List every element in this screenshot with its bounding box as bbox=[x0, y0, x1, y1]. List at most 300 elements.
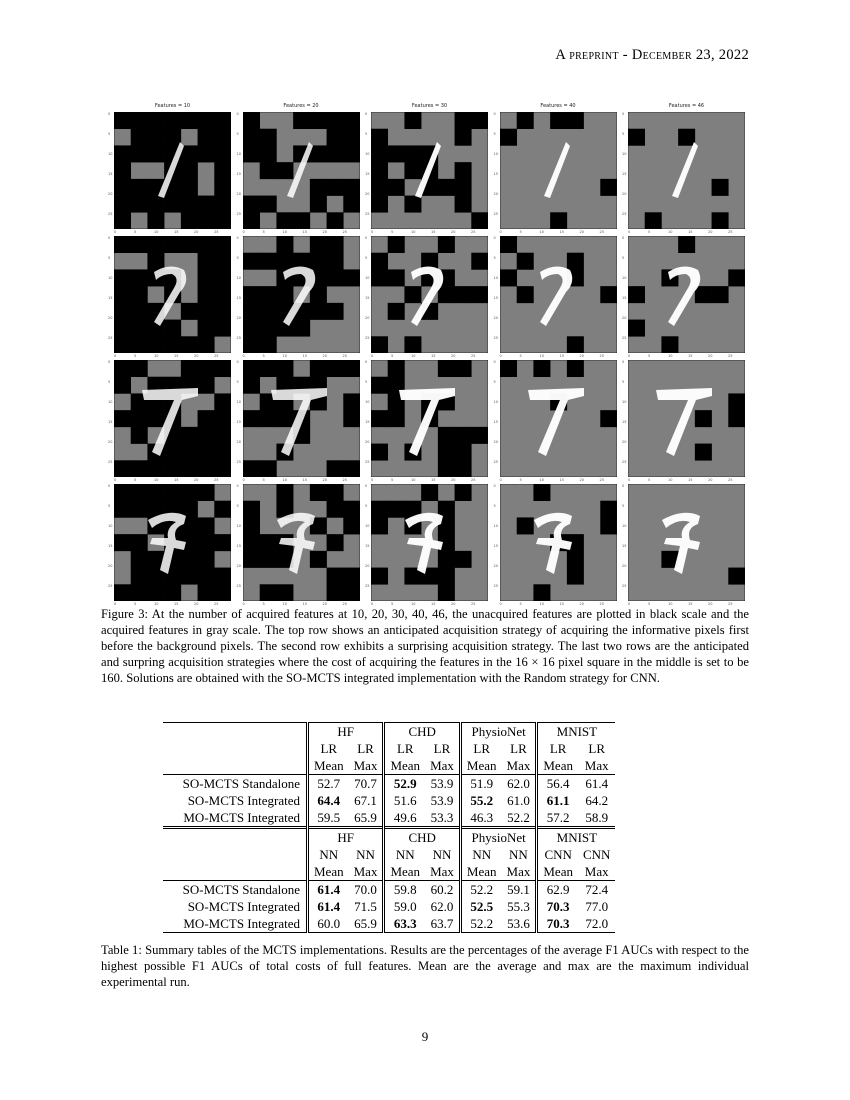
panel-r1-c5 bbox=[622, 103, 745, 234]
x-tick-label: 20 bbox=[194, 354, 199, 358]
figure-caption-text: At the number of acquired features at 10, 20, 30, 40, 46, the unacquired features are plotted in black scale and the acquired features in gray scale. The top row shows an anticipated acquisition strategy of acquiring the informative pixels first before the background pixels. The second row exhibits a surprising acquisition strategy. The last two rows are the anticipated and surpring acquisition strategies where the cost of acquiring the features in the 16 × 16 pixel square in the middle is set to be 160. Solutions are obtained with the SO-MCTS integrated implementation with the Random strategy for CNN. bbox=[101, 607, 750, 685]
y-ticks bbox=[365, 112, 370, 229]
sub-header: Mean bbox=[314, 757, 344, 773]
table-caption-text: Summary tables of the MCTS implementations. Results are the percentages of the average F1 AUCs with respect to the highest possible F1 AUCs of total costs of full features. Mean are the average and max are the maximum individual experimental run. bbox=[101, 943, 749, 989]
y-tick-label: 25 bbox=[365, 460, 370, 464]
x-tick-label: 5 bbox=[134, 230, 137, 234]
x-tick-label: 5 bbox=[134, 478, 137, 482]
sub-header: Mean bbox=[466, 757, 497, 773]
y-ticks bbox=[237, 360, 242, 477]
x-tick-label: 5 bbox=[519, 478, 522, 482]
y-tick-label: 0 bbox=[236, 484, 239, 488]
x-tick-label: 10 bbox=[668, 230, 673, 234]
y-tick-label: 15 bbox=[108, 296, 113, 300]
panel-image bbox=[243, 484, 360, 601]
sub-header: Max bbox=[430, 863, 454, 879]
y-tick-label: 15 bbox=[493, 296, 498, 300]
y-tick-label: 25 bbox=[622, 336, 627, 340]
y-tick-label: 0 bbox=[622, 484, 625, 488]
value-cell: 62.0 bbox=[430, 898, 454, 914]
x-tick-label: 25 bbox=[471, 354, 476, 358]
x-tick-label: 10 bbox=[282, 354, 287, 358]
value-cell: 60.2 bbox=[425, 881, 460, 899]
y-tick-label: 5 bbox=[365, 504, 368, 508]
x-tick-label: 0 bbox=[628, 478, 631, 482]
y-tick-label: 15 bbox=[622, 172, 627, 176]
x-tick-label: 0 bbox=[242, 354, 245, 358]
x-tick-label: 20 bbox=[194, 478, 199, 482]
y-tick-label: 0 bbox=[493, 236, 496, 240]
y-tick-label: 10 bbox=[365, 152, 370, 156]
x-tick-label: 10 bbox=[411, 230, 416, 234]
x-tick-label: 15 bbox=[174, 478, 179, 482]
value-cell: 60.0 bbox=[309, 915, 349, 933]
y-tick-label: 5 bbox=[365, 256, 368, 260]
x-tick-label: 10 bbox=[411, 478, 416, 482]
x-tick-label: 0 bbox=[499, 478, 502, 482]
x-tick-label: 0 bbox=[628, 230, 631, 234]
panel-title: Features = 30 bbox=[411, 103, 448, 109]
panel-image bbox=[371, 360, 488, 477]
y-tick-label: 25 bbox=[493, 336, 498, 340]
sub-header: Max bbox=[430, 757, 454, 773]
panel-image bbox=[371, 484, 488, 601]
panel-image bbox=[114, 360, 231, 477]
y-ticks bbox=[494, 360, 499, 477]
x-tick-label: 0 bbox=[114, 602, 117, 606]
y-tick-label: 25 bbox=[365, 212, 370, 216]
x-tick-label: 25 bbox=[728, 230, 733, 234]
panel-image bbox=[628, 236, 745, 353]
value-cell: 53.3 bbox=[430, 809, 454, 825]
y-tick-label: 10 bbox=[236, 152, 241, 156]
x-ticks bbox=[628, 478, 745, 483]
x-tick-label: 5 bbox=[262, 230, 265, 234]
sub-header: LR bbox=[357, 740, 374, 756]
x-tick-label: 25 bbox=[342, 230, 347, 234]
group-header: CHD bbox=[385, 828, 460, 847]
x-tick-label: 20 bbox=[708, 230, 713, 234]
y-tick-label: 10 bbox=[365, 524, 370, 528]
x-tick-label: 5 bbox=[134, 354, 137, 358]
value-cell: 65.9 bbox=[349, 915, 384, 933]
y-tick-label: 0 bbox=[108, 236, 111, 240]
sub-header: Mean bbox=[543, 757, 573, 773]
table-row bbox=[163, 881, 615, 899]
x-tick-label: 20 bbox=[451, 354, 456, 358]
x-tick-label: 20 bbox=[708, 478, 713, 482]
x-tick-label: 25 bbox=[342, 602, 347, 606]
y-tick-label: 25 bbox=[108, 212, 113, 216]
y-tick-label: 15 bbox=[365, 544, 370, 548]
y-ticks bbox=[237, 112, 242, 229]
x-tick-label: 10 bbox=[411, 602, 416, 606]
x-tick-label: 10 bbox=[668, 354, 673, 358]
x-tick-label: 5 bbox=[648, 230, 651, 234]
sub-header: CNN bbox=[582, 846, 611, 862]
x-ticks bbox=[114, 354, 231, 359]
value-cell: 51.6 bbox=[393, 792, 417, 808]
x-tick-label: 20 bbox=[708, 602, 713, 606]
y-tick-label: 20 bbox=[493, 192, 498, 196]
x-tick-label: 15 bbox=[559, 354, 564, 358]
x-tick-label: 20 bbox=[194, 602, 199, 606]
y-tick-label: 0 bbox=[236, 236, 239, 240]
panel-r2-c2 bbox=[236, 236, 360, 358]
x-tick-label: 25 bbox=[599, 478, 604, 482]
value-cell: 70.3 bbox=[546, 898, 570, 914]
x-tick-label: 10 bbox=[154, 354, 159, 358]
y-tick-label: 25 bbox=[108, 460, 113, 464]
x-tick-label: 15 bbox=[688, 230, 693, 234]
y-tick-label: 0 bbox=[365, 360, 368, 364]
y-tick-label: 20 bbox=[108, 316, 113, 320]
x-tick-label: 0 bbox=[242, 478, 245, 482]
value-cell: 53.9 bbox=[425, 775, 460, 793]
stat-header-row bbox=[163, 757, 615, 775]
value-cell: 61.1 bbox=[546, 792, 570, 808]
sub-header: Max bbox=[506, 863, 531, 879]
value-cell: 62.9 bbox=[538, 881, 578, 899]
x-tick-label: 20 bbox=[451, 602, 456, 606]
x-tick-label: 10 bbox=[539, 230, 544, 234]
panel-r3-c5 bbox=[622, 360, 745, 482]
value-cell: 53.6 bbox=[502, 915, 537, 933]
panel-image bbox=[114, 236, 231, 353]
x-tick-label: 25 bbox=[728, 354, 733, 358]
value-cell: 55.2 bbox=[470, 792, 494, 808]
x-tick-label: 25 bbox=[728, 602, 733, 606]
x-tick-label: 15 bbox=[688, 602, 693, 606]
panel-image bbox=[243, 236, 360, 353]
sub-header: Mean bbox=[314, 863, 344, 879]
y-tick-label: 25 bbox=[236, 460, 241, 464]
y-tick-label: 5 bbox=[493, 380, 496, 384]
model-header-row bbox=[163, 846, 615, 863]
y-tick-label: 10 bbox=[493, 524, 498, 528]
y-ticks bbox=[622, 484, 627, 601]
value-cell: 52.5 bbox=[470, 898, 494, 914]
value-cell: 63.7 bbox=[425, 915, 460, 933]
y-tick-label: 20 bbox=[236, 316, 241, 320]
panel-r2-c3 bbox=[365, 236, 488, 358]
value-cell: 59.1 bbox=[502, 881, 537, 899]
x-tick-label: 10 bbox=[282, 230, 287, 234]
x-tick-label: 5 bbox=[134, 602, 137, 606]
y-tick-label: 20 bbox=[622, 440, 627, 444]
x-tick-label: 25 bbox=[342, 478, 347, 482]
y-tick-label: 0 bbox=[108, 484, 111, 488]
x-tick-label: 5 bbox=[391, 230, 394, 234]
y-tick-label: 20 bbox=[236, 192, 241, 196]
y-ticks bbox=[494, 236, 499, 353]
x-tick-label: 15 bbox=[688, 354, 693, 358]
y-tick-label: 0 bbox=[365, 236, 368, 240]
y-tick-label: 15 bbox=[493, 172, 498, 176]
y-tick-label: 10 bbox=[236, 524, 241, 528]
y-tick-label: 10 bbox=[108, 276, 113, 280]
y-tick-label: 5 bbox=[493, 256, 496, 260]
x-tick-label: 10 bbox=[154, 602, 159, 606]
y-ticks bbox=[622, 236, 627, 353]
value-cell: 55.3 bbox=[507, 898, 530, 914]
y-tick-label: 10 bbox=[493, 152, 498, 156]
y-tick-label: 5 bbox=[236, 504, 239, 508]
x-tick-label: 5 bbox=[519, 602, 522, 606]
y-tick-label: 0 bbox=[622, 360, 625, 364]
value-cell: 77.0 bbox=[585, 898, 609, 914]
y-tick-label: 20 bbox=[365, 192, 370, 196]
y-tick-label: 0 bbox=[622, 236, 625, 240]
row-label: MO-MCTS Integrated bbox=[183, 809, 300, 825]
y-tick-label: 15 bbox=[108, 172, 113, 176]
sub-header: LR bbox=[588, 740, 605, 756]
y-tick-label: 25 bbox=[493, 460, 498, 464]
value-cell: 61.0 bbox=[507, 792, 530, 808]
table-caption-label: Table 1: bbox=[101, 943, 142, 957]
sub-header: NN bbox=[432, 846, 452, 862]
panel-r4-c3 bbox=[365, 484, 488, 606]
y-tick-label: 0 bbox=[236, 360, 239, 364]
sub-header: NN bbox=[356, 846, 375, 862]
y-tick-label: 20 bbox=[493, 564, 498, 568]
value-cell: 52.7 bbox=[309, 775, 349, 793]
y-tick-label: 20 bbox=[622, 564, 627, 568]
figure-3-grid bbox=[108, 102, 746, 606]
sub-header: Max bbox=[506, 757, 531, 773]
summary-table bbox=[163, 722, 615, 933]
y-ticks bbox=[237, 236, 242, 353]
x-tick-label: 5 bbox=[519, 230, 522, 234]
x-tick-label: 15 bbox=[302, 478, 307, 482]
x-tick-label: 10 bbox=[154, 478, 159, 482]
y-tick-label: 20 bbox=[108, 564, 113, 568]
x-tick-label: 25 bbox=[214, 478, 219, 482]
sub-header: Mean bbox=[543, 863, 573, 879]
value-cell: 62.0 bbox=[502, 775, 537, 793]
y-tick-label: 10 bbox=[365, 400, 370, 404]
y-tick-label: 25 bbox=[108, 336, 113, 340]
row-label-cell bbox=[163, 828, 308, 847]
value-cell: 61.4 bbox=[317, 898, 341, 914]
y-tick-label: 15 bbox=[622, 296, 627, 300]
x-tick-label: 20 bbox=[451, 478, 456, 482]
x-tick-label: 5 bbox=[262, 354, 265, 358]
panel-r1-c1 bbox=[108, 103, 231, 234]
y-tick-label: 5 bbox=[622, 380, 625, 384]
y-tick-label: 25 bbox=[622, 584, 627, 588]
x-tick-label: 15 bbox=[302, 230, 307, 234]
y-tick-label: 5 bbox=[365, 132, 368, 136]
page-number: 9 bbox=[421, 1029, 429, 1044]
y-ticks bbox=[365, 484, 370, 601]
value-cell: 71.5 bbox=[354, 898, 377, 914]
y-ticks bbox=[622, 360, 627, 477]
y-tick-label: 20 bbox=[493, 316, 498, 320]
x-tick-label: 10 bbox=[539, 354, 544, 358]
sub-header: Max bbox=[353, 757, 378, 773]
panel-r4-c4 bbox=[493, 484, 617, 606]
y-tick-label: 5 bbox=[493, 132, 496, 136]
x-tick-label: 0 bbox=[114, 230, 117, 234]
sub-header: Max bbox=[584, 757, 609, 773]
y-tick-label: 20 bbox=[108, 192, 113, 196]
value-cell: 52.2 bbox=[507, 809, 530, 825]
sub-header: CNN bbox=[544, 846, 572, 862]
x-ticks bbox=[500, 354, 617, 359]
y-tick-label: 15 bbox=[365, 172, 370, 176]
x-tick-label: 10 bbox=[154, 230, 159, 234]
x-tick-label: 10 bbox=[282, 602, 287, 606]
y-ticks bbox=[365, 360, 370, 477]
x-tick-label: 20 bbox=[322, 230, 327, 234]
panel-image bbox=[243, 360, 360, 477]
y-tick-label: 25 bbox=[365, 584, 370, 588]
group-header: MNIST bbox=[538, 828, 615, 847]
group-header: CHD bbox=[385, 723, 460, 741]
value-cell: 65.9 bbox=[354, 809, 377, 825]
y-tick-label: 10 bbox=[108, 524, 113, 528]
x-tick-label: 0 bbox=[499, 354, 502, 358]
x-tick-label: 15 bbox=[559, 602, 564, 606]
y-ticks bbox=[237, 484, 242, 601]
value-cell: 52.2 bbox=[462, 881, 502, 899]
y-tick-label: 0 bbox=[365, 112, 368, 116]
y-tick-label: 10 bbox=[622, 276, 627, 280]
y-tick-label: 5 bbox=[622, 504, 625, 508]
y-tick-label: 25 bbox=[493, 584, 498, 588]
stat-header-row bbox=[163, 863, 615, 881]
panel-title: Features = 46 bbox=[668, 103, 705, 109]
panel-r3-c4 bbox=[493, 360, 617, 482]
panel-r1-c2 bbox=[236, 103, 360, 234]
x-tick-label: 15 bbox=[174, 230, 179, 234]
sub-header: LR bbox=[510, 740, 527, 756]
x-tick-label: 20 bbox=[194, 230, 199, 234]
x-tick-label: 0 bbox=[114, 354, 117, 358]
y-tick-label: 25 bbox=[622, 212, 627, 216]
y-tick-label: 20 bbox=[108, 440, 113, 444]
y-tick-label: 10 bbox=[493, 400, 498, 404]
y-tick-label: 10 bbox=[108, 152, 113, 156]
y-tick-label: 5 bbox=[365, 380, 368, 384]
y-tick-label: 20 bbox=[365, 564, 370, 568]
y-tick-label: 0 bbox=[108, 112, 111, 116]
row-label: SO-MCTS Integrated bbox=[187, 792, 300, 808]
x-tick-label: 25 bbox=[471, 230, 476, 234]
panel-title: Features = 20 bbox=[283, 103, 319, 109]
row-label-cell bbox=[163, 863, 308, 881]
row-label: MO-MCTS Integrated bbox=[163, 915, 308, 933]
x-tick-label: 25 bbox=[471, 478, 476, 482]
group-header-row bbox=[163, 723, 615, 741]
panel-image bbox=[371, 236, 488, 353]
panel-r3-c1 bbox=[108, 360, 231, 482]
sub-header: Mean bbox=[390, 863, 421, 879]
y-tick-label: 25 bbox=[622, 460, 627, 464]
sub-header: Max bbox=[584, 863, 609, 879]
x-tick-label: 0 bbox=[371, 354, 374, 358]
x-ticks bbox=[628, 230, 745, 235]
x-tick-label: 5 bbox=[648, 354, 651, 358]
sub-header: NN bbox=[472, 846, 492, 862]
x-tick-label: 20 bbox=[322, 354, 327, 358]
x-tick-label: 20 bbox=[579, 478, 584, 482]
value-cell: 59.0 bbox=[393, 898, 417, 914]
x-tick-label: 5 bbox=[262, 478, 265, 482]
panel-image bbox=[114, 112, 231, 229]
sub-header: LR bbox=[320, 740, 338, 756]
panel-r2-c5 bbox=[622, 236, 745, 358]
x-tick-label: 25 bbox=[342, 354, 347, 358]
value-cell: 63.3 bbox=[385, 915, 425, 933]
y-tick-label: 15 bbox=[108, 544, 113, 548]
x-tick-label: 5 bbox=[519, 354, 522, 358]
panel-r1-c3 bbox=[365, 103, 488, 234]
y-tick-label: 0 bbox=[622, 112, 625, 116]
x-ticks bbox=[628, 354, 745, 359]
panel-r1-c4 bbox=[493, 103, 617, 234]
x-tick-label: 25 bbox=[214, 602, 219, 606]
y-tick-label: 10 bbox=[365, 276, 370, 280]
panel-image bbox=[628, 360, 745, 477]
x-tick-label: 15 bbox=[559, 230, 564, 234]
y-tick-label: 20 bbox=[622, 316, 627, 320]
y-tick-label: 10 bbox=[622, 400, 627, 404]
y-tick-label: 10 bbox=[236, 276, 241, 280]
x-tick-label: 10 bbox=[411, 354, 416, 358]
x-tick-label: 15 bbox=[431, 602, 436, 606]
row-label: SO-MCTS Integrated bbox=[187, 898, 300, 914]
y-tick-label: 5 bbox=[108, 132, 111, 136]
y-ticks bbox=[108, 236, 113, 353]
row-label-cell bbox=[163, 757, 308, 775]
x-tick-label: 0 bbox=[628, 602, 631, 606]
y-tick-label: 10 bbox=[108, 400, 113, 404]
y-tick-label: 20 bbox=[622, 192, 627, 196]
sub-header: Max bbox=[353, 863, 378, 879]
x-tick-label: 25 bbox=[214, 230, 219, 234]
x-tick-label: 20 bbox=[579, 354, 584, 358]
y-ticks bbox=[494, 484, 499, 601]
y-ticks bbox=[108, 112, 113, 229]
x-tick-label: 5 bbox=[391, 354, 394, 358]
group-header: PhysioNet bbox=[462, 723, 537, 741]
panel-title: Features = 40 bbox=[540, 103, 576, 109]
x-ticks bbox=[114, 478, 231, 483]
row-label: SO-MCTS Standalone bbox=[163, 775, 308, 793]
value-cell: 52.9 bbox=[385, 775, 425, 793]
running-header-text: A preprint - December 23, 2022 bbox=[555, 47, 749, 63]
group-header: HF bbox=[309, 723, 384, 741]
x-tick-label: 20 bbox=[708, 354, 713, 358]
x-tick-label: 15 bbox=[174, 602, 179, 606]
y-tick-label: 0 bbox=[236, 112, 239, 116]
row-label-cell bbox=[163, 846, 308, 863]
y-tick-label: 25 bbox=[108, 584, 113, 588]
y-tick-label: 5 bbox=[108, 504, 111, 508]
row-label: SO-MCTS Standalone bbox=[163, 881, 308, 899]
sub-header: NN bbox=[319, 846, 339, 862]
y-tick-label: 15 bbox=[236, 420, 241, 424]
x-tick-label: 15 bbox=[431, 230, 436, 234]
group-header: HF bbox=[309, 828, 384, 847]
x-tick-label: 20 bbox=[579, 602, 584, 606]
y-ticks bbox=[108, 484, 113, 601]
y-tick-label: 15 bbox=[622, 420, 627, 424]
y-tick-label: 10 bbox=[622, 524, 627, 528]
x-tick-label: 25 bbox=[599, 230, 604, 234]
